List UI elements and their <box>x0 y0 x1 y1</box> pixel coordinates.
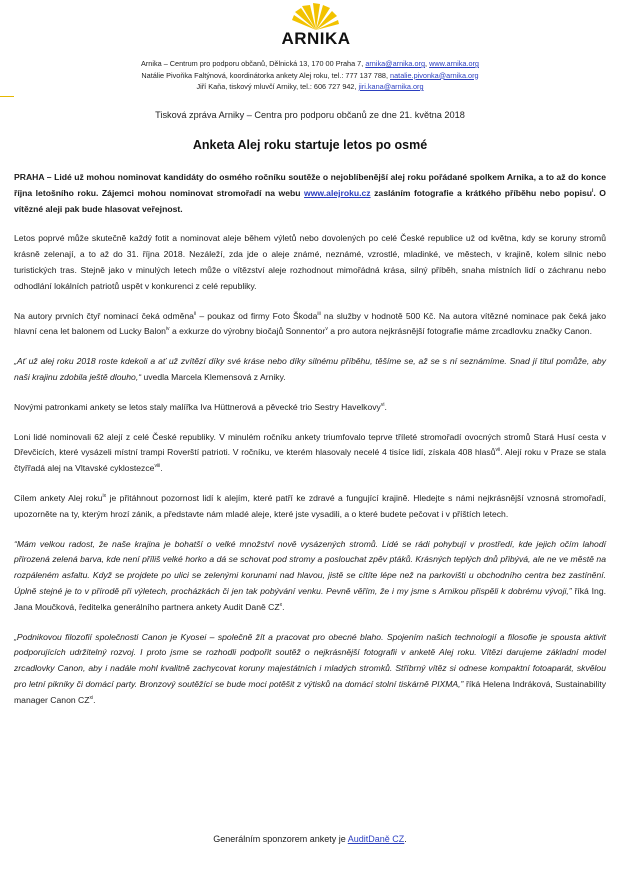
footnote-ref[interactable]: x <box>279 601 283 608</box>
quote-klemensova: „Ať už alej roku 2018 roste kdekoli a ať už zvítězí díky své kráse nebo díky silnému příběhu, těšíme se, až se s ní seznámíme. Snad jí titul pomůže, aby naši krajinu zdobila ještě dlouho,“ uvedla Marcela Klemensová z Arniky. <box>14 356 606 382</box>
logo-wordmark: ARNIKA <box>281 29 351 48</box>
lead-paragraph: PRAHA – Lidé už mohou nominovat kandidáty do osmého ročníku soutěže o nejoblíbenější alej roku pořádané spolkem Arnika, a to až do konce října letošního roku. Zájemci mohou nominovat stromořadí na webu www.alejroku.cz zasláním fotografie a krátkého příběhu nebo popisu$^i$. O vítězné aleji pak bude hlasovat veřejnost. <box>14 172 606 214</box>
general-sponsor-line: Generálním sponzorem ankety je AuditDaně CZ. <box>213 834 407 844</box>
document-body <box>14 170 606 723</box>
footnote-ref[interactable]: v <box>325 326 328 333</box>
footnote-ref[interactable]: ii <box>193 310 197 317</box>
footnote-ref[interactable]: iii <box>317 310 321 317</box>
press-release-date: Tisková zpráva Arniky – Centra pro podporu občanů ze dne 21. května 2018 <box>155 110 465 120</box>
footnote-ref[interactable]: iv <box>165 326 170 333</box>
paragraph-nominations: Letos poprvé může skutečně každý fotit a nominovat aleje během výletů nebo dovolených po celé České republice už od května, kdy se koruny stromů krásně zelenají, a to až do 31. října 2018. Nezáleží, zda jde o aleje známé, neznámé, vzrostlé, mladinké, ve městech, v krajině, kolem silnic nebo turistických tras. Stejně jako v minulých letech může o vítězství aleje rozhodnout mimořádná krása, silný příběh, snaha místních lidí o záchranu nebo odhodlání lokálních patriotů uspět v konkurenci z celé republiky. <box>14 233 606 291</box>
contact-line-spokesperson: Jiří Kaňa, tiskový mluvčí Arniky, tel.: 606 727 942, jiri.kana@arnika.org <box>196 82 424 91</box>
email-link-spokesperson[interactable]: jiri.kana@arnika.org <box>358 82 424 91</box>
footnote-ref[interactable]: i <box>592 187 594 194</box>
contact-line-organization: Arnika – Centrum pro podporu občanů, Dělnická 13, 170 00 Praha 7, arnika@arnika.org, www.arnika.org <box>140 59 479 68</box>
alejroku-link[interactable]: www.alejroku.cz <box>304 187 371 198</box>
footnote-ref[interactable]: vi <box>380 401 385 408</box>
contact-line-coordinator: Natálie Pivoňka Faltýnová, koordinátorka ankety Alej roku, tel.: 777 137 788, natalie.pivonka@arnika.org <box>141 70 479 80</box>
paragraph-last-year: Loni lidé nominovali 62 alejí z celé České republiky. V minulém ročníku ankety triumfovalo teprve tříleté stromořadí ovocných stromů Stará Husí cesta v Dřevčicích, které vysázeli místní trampi Roverští patrioti. V ročníku, ve kterém hlasovaly necelé 4 tisíce lidí, získala 408 hlasů$^{vii}$. Alejí roku v Praze se stala čtyřřadá alej na Vltavské cyklostezce$^{viii}$. <box>14 431 606 474</box>
quote-indrakova: „Podnikovou filozofií společnosti Canon je Kyosei – společně žít a pracovat pro obecné blaho. Spojením našich technologií a filosofie je spousta aktivit podporujících udržitelný rozvoj. I proto jsme se rozhodli podpořit soutěž o nejkrásnější fotografii v anketě Alej roku. Vítězi darujeme základní model zrcadlovky Canon, aby i nadále mohl kvalitně zachycovat koruny majestátních i mladých stromků. Stříbrný vítěz si odnese kompaktní fotoaparát, skvělou pro letní pikniky či domácí party. Bronzový soutěžící se bude moci potěšit z výtisků na domácí stolní tiskárně PIXMA,” říká Helena Indráková, Sustainability manager Canon CZ$^{xi}$. <box>14 631 607 705</box>
quote-mouckova: “Mám velkou radost, že naše krajina je bohatší o velké množství nově vysázených stromů. Lidé se rádi pohybují v prostředí, kde jejich očím lahodí přirozená zelená barva, kde není příliš velké horko a dá se schovat pod stromy a poslouchat zpěv ptáků. Krásných teplých dnů přibývá, ale ne ve městě na rozpáleném asfaltu. Když se projdete po ulici se zelenými korunami nad hlavou, jistě se cítíte lépe než na parkovišti u obchodního centra bez zastínění. Úplně stejné je to v přírodě při výletech, procházkách či jen tak pobývání venku. Pevně věřím, že i my jsme s Arnikou přispěli k dobrému vývoji,” říká Ing. Jana Moučková, ředitelka generálního partnera ankety Audit Daně $CZ^x$. <box>14 538 606 612</box>
contact-block <box>40 58 580 93</box>
email-link-arnika[interactable]: arnika@arnika.org <box>365 59 426 68</box>
paragraph-goal: Cílem ankety Alej roku$^{ix}$ je přitáhnout pozornost lidí k alejím, které patří ke zdravé a fungující krajině. Hledejte s námi nejkrásnější vznosná stromořadí, upozorněte na ty, kterým hrozí zánik, a představte nám mladé aleje, které jste vysadili, a o které budete pečovat i v příštích letech. <box>14 492 606 519</box>
auditdane-link[interactable]: AuditDaně CZ <box>347 834 405 844</box>
paragraph-rewards: Na autory prvních čtyř nominací čeká odměna$^{ii}$ – poukaz od firmy Foto Škoda$^{iii}$ na služby v hodnotě 500 Kč. Na autora vítězné nominace pak čeká jako hlavní cena let balonem od Lucky Balon$^{iv}$ a exkurze do výrobny biočajů Sonnentor$^v$ a pro autora nejkrásnější fotografie máme zrcadlovku značky Canon. <box>14 310 606 337</box>
margin-marker <box>0 96 14 97</box>
footnote-ref[interactable]: ix <box>102 493 107 500</box>
footnote-ref[interactable]: viii <box>154 463 161 470</box>
sunflower-icon <box>280 2 352 32</box>
footnote-ref[interactable]: vii <box>495 447 501 454</box>
document-title: Anketa Alej roku startuje letos po osmé <box>192 138 428 152</box>
web-link-arnika[interactable]: www.arnika.org <box>429 59 479 68</box>
footnote-ref[interactable]: xi <box>89 694 94 701</box>
paragraph-patrons: Novými patronkami ankety se letos staly malířka Iva Hüttnerová a pěvecké trio Sestry Havelkovy$^{vi}$. <box>14 401 387 412</box>
email-link-coordinator[interactable]: natalie.pivonka@arnika.org <box>390 70 479 80</box>
